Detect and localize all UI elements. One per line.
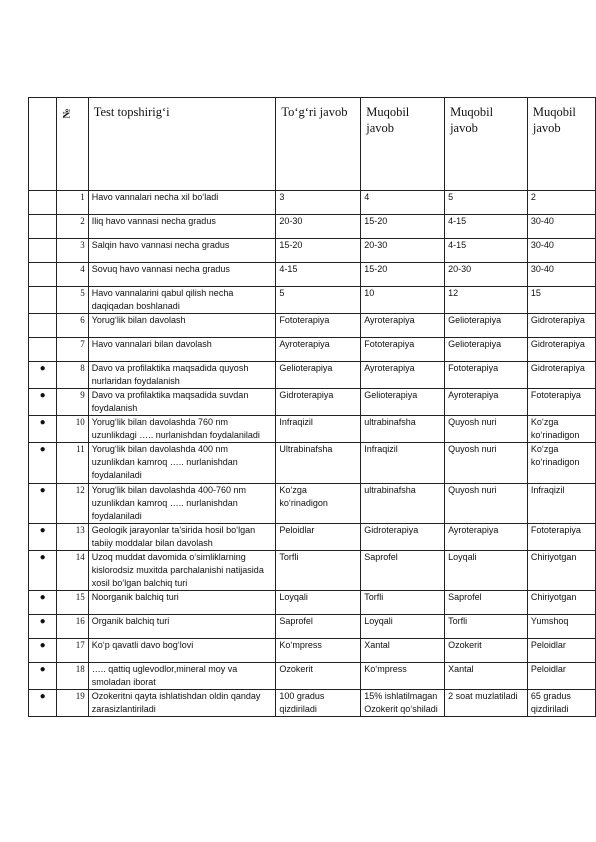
- row-alternative-3: Gidroterapiya: [527, 314, 595, 338]
- table-row: [29, 314, 596, 338]
- row-bullet: ●: [29, 443, 57, 483]
- row-correct-answer: Gidroterapiya: [276, 389, 361, 416]
- row-question: Organik balchiq turi: [88, 614, 276, 638]
- row-correct-answer: 4-15: [276, 263, 361, 287]
- row-number: 19: [57, 689, 88, 716]
- row-alternative-2: Xantal: [445, 662, 528, 689]
- row-alternative-1: Ayroterapiya: [361, 362, 445, 389]
- table-row: [29, 263, 596, 287]
- row-alternative-1: Ayroterapiya: [361, 314, 445, 338]
- table-row: [29, 416, 596, 443]
- table-row: [29, 287, 596, 314]
- row-alternative-3: Peloidlar: [527, 662, 595, 689]
- row-bullet: ●: [29, 614, 57, 638]
- table-row: [29, 215, 596, 239]
- table-row: [29, 689, 596, 716]
- row-number: 1: [57, 191, 88, 215]
- table-row: [29, 523, 596, 550]
- row-alternative-3: Fototerapiya: [527, 389, 595, 416]
- row-alternative-1: 15-20: [361, 215, 445, 239]
- row-alternative-1: Gelioterapiya: [361, 389, 445, 416]
- row-alternative-3: Fototerapiya: [527, 523, 595, 550]
- row-alternative-2: Gelioterapiya: [445, 314, 528, 338]
- row-bullet: [29, 263, 57, 287]
- row-alternative-1: Torfli: [361, 590, 445, 614]
- row-number: 9: [57, 389, 88, 416]
- row-alternative-2: Gelioterapiya: [445, 338, 528, 362]
- row-bullet: ●: [29, 416, 57, 443]
- table-row: [29, 389, 596, 416]
- row-alternative-3: Gidroterapiya: [527, 362, 595, 389]
- row-alternative-3: Chiriyotgan: [527, 590, 595, 614]
- row-alternative-1: 15-20: [361, 263, 445, 287]
- row-question: Ozokeritni qayta ishlatishdan oldin qanday zarasizlantiriladi: [88, 689, 276, 716]
- row-alternative-2: Ozokerit: [445, 638, 528, 662]
- row-alternative-1: 20-30: [361, 239, 445, 263]
- row-question: Davo va profilaktika maqsadida quyosh nurlaridan foydalanish: [88, 362, 276, 389]
- row-number: 18: [57, 662, 88, 689]
- row-alternative-2: Ayroterapiya: [445, 523, 528, 550]
- row-number: 16: [57, 614, 88, 638]
- row-correct-answer: Ayroterapiya: [276, 338, 361, 362]
- row-number: 15: [57, 590, 88, 614]
- row-bullet: [29, 215, 57, 239]
- row-alternative-1: Gidroterapiya: [361, 523, 445, 550]
- row-alternative-3: 30-40: [527, 215, 595, 239]
- row-alternative-1: 4: [361, 191, 445, 215]
- row-alternative-2: Quyosh nuri: [445, 416, 528, 443]
- row-correct-answer: Gelioterapiya: [276, 362, 361, 389]
- row-bullet: ●: [29, 689, 57, 716]
- row-correct-answer: 20-30: [276, 215, 361, 239]
- row-alternative-2: 5: [445, 191, 528, 215]
- row-question: Yorug‘lik bilan davolashda 400-760 nm uzunlikdan kamroq ….. nurlanishdan foydalaniladi: [88, 483, 276, 523]
- header-bullet-cell: [29, 98, 57, 191]
- row-number: 11: [57, 443, 88, 483]
- row-question: Yorug‘lik bilan davolash: [88, 314, 276, 338]
- row-number: 4: [57, 263, 88, 287]
- row-bullet: ●: [29, 550, 57, 590]
- header-alternative-1: Muqobil javob: [361, 98, 445, 191]
- row-number: 14: [57, 550, 88, 590]
- row-question: Geologik jarayonlar ta’sirida hosil bo‘lgan tabiiy moddalar bilan davolash: [88, 523, 276, 550]
- row-question: Havo vannalarini qabul qilish necha daqiqadan boshlanadi: [88, 287, 276, 314]
- header-number: [57, 98, 88, 191]
- row-alternative-3: 15: [527, 287, 595, 314]
- row-bullet: ●: [29, 590, 57, 614]
- row-question: Iliq havo vannasi necha gradus: [88, 215, 276, 239]
- row-bullet: [29, 338, 57, 362]
- row-number: 2: [57, 215, 88, 239]
- row-correct-answer: Infraqizil: [276, 416, 361, 443]
- table-row: [29, 338, 596, 362]
- row-alternative-3: Yumshoq: [527, 614, 595, 638]
- row-alternative-1: 10: [361, 287, 445, 314]
- row-alternative-1: Ko‘mpress: [361, 662, 445, 689]
- row-correct-answer: Ozokerit: [276, 662, 361, 689]
- row-alternative-3: Chiriyotgan: [527, 550, 595, 590]
- row-alternative-2: 20-30: [445, 263, 528, 287]
- row-correct-answer: Fototerapiya: [276, 314, 361, 338]
- row-correct-answer: 100 gradus qizdiriladi: [276, 689, 361, 716]
- table-row: [29, 191, 596, 215]
- row-alternative-2: Ayroterapiya: [445, 389, 528, 416]
- row-correct-answer: Peloidlar: [276, 523, 361, 550]
- row-correct-answer: Ultrabinafsha: [276, 443, 361, 483]
- header-row: [29, 98, 596, 191]
- table-row: [29, 483, 596, 523]
- header-alternative-3: Muqobil javob: [527, 98, 595, 191]
- row-bullet: ●: [29, 523, 57, 550]
- header-alternative-2: Muqobil javob: [445, 98, 528, 191]
- row-question: Havo vannalari bilan davolash: [88, 338, 276, 362]
- header-task: Test topshirig‘i: [88, 98, 276, 191]
- table-body: [29, 191, 596, 717]
- header-number-label: №: [61, 108, 73, 119]
- row-number: 10: [57, 416, 88, 443]
- row-question: Sovuq havo vannasi necha gradus: [88, 263, 276, 287]
- row-alternative-2: Saprofel: [445, 590, 528, 614]
- table-row: [29, 590, 596, 614]
- row-alternative-2: 12: [445, 287, 528, 314]
- row-question: Yorug‘lik bilan davolashda 400 nm uzunlikdan kamroq ….. nurlanishdan foydalaniladi: [88, 443, 276, 483]
- row-correct-answer: Loyqali: [276, 590, 361, 614]
- test-table: [28, 97, 596, 717]
- row-alternative-1: Loyqali: [361, 614, 445, 638]
- row-alternative-2: Fototerapiya: [445, 362, 528, 389]
- row-number: 8: [57, 362, 88, 389]
- row-bullet: ●: [29, 389, 57, 416]
- row-bullet: ●: [29, 362, 57, 389]
- row-bullet: ●: [29, 662, 57, 689]
- row-alternative-3: 30-40: [527, 263, 595, 287]
- row-alternative-3: Infraqizil: [527, 483, 595, 523]
- row-alternative-2: Quyosh nuri: [445, 443, 528, 483]
- row-correct-answer: Torfli: [276, 550, 361, 590]
- row-alternative-1: 15% ishlatilmagan Ozokerit qo‘shiladi: [361, 689, 445, 716]
- row-number: 5: [57, 287, 88, 314]
- row-correct-answer: 15-20: [276, 239, 361, 263]
- row-alternative-3: 65 gradus qizdiriladi: [527, 689, 595, 716]
- table-row: [29, 550, 596, 590]
- row-alternative-3: 30-40: [527, 239, 595, 263]
- table-row: [29, 614, 596, 638]
- row-question: Davo va profilaktika maqsadida suvdan foydalanish: [88, 389, 276, 416]
- row-alternative-1: Infraqizil: [361, 443, 445, 483]
- row-alternative-2: 4-15: [445, 239, 528, 263]
- row-alternative-3: Ko‘zga ko‘rinadigon: [527, 443, 595, 483]
- row-bullet: ●: [29, 483, 57, 523]
- row-alternative-3: Ko‘zga ko‘rinadigon: [527, 416, 595, 443]
- row-correct-answer: 3: [276, 191, 361, 215]
- row-correct-answer: Ko‘mpress: [276, 638, 361, 662]
- row-bullet: [29, 239, 57, 263]
- row-alternative-1: Xantal: [361, 638, 445, 662]
- table-row: [29, 662, 596, 689]
- row-question: Uzoq muddat davomida o‘simliklarning kislorodsiz muxitda parchalanishi natijasida xosil bo‘lgan balchiq turi: [88, 550, 276, 590]
- row-alternative-3: Gidroterapiya: [527, 338, 595, 362]
- row-alternative-1: ultrabinafsha: [361, 416, 445, 443]
- table-row: [29, 362, 596, 389]
- row-question: Yorug‘lik bilan davolashda 760 nm uzunlikdagi ….. nurlanishdan foydalaniladi: [88, 416, 276, 443]
- row-bullet: [29, 191, 57, 215]
- row-bullet: [29, 314, 57, 338]
- row-number: 12: [57, 483, 88, 523]
- row-question: Salqin havo vannasi necha gradus: [88, 239, 276, 263]
- row-number: 7: [57, 338, 88, 362]
- row-alternative-2: 4-15: [445, 215, 528, 239]
- row-alternative-1: Saprofel: [361, 550, 445, 590]
- row-alternative-3: 2: [527, 191, 595, 215]
- row-alternative-2: 2 soat muzlatiladi: [445, 689, 528, 716]
- row-number: 3: [57, 239, 88, 263]
- row-number: 13: [57, 523, 88, 550]
- row-correct-answer: Saprofel: [276, 614, 361, 638]
- row-bullet: ●: [29, 638, 57, 662]
- row-alternative-2: Loyqali: [445, 550, 528, 590]
- row-alternative-1: Fototerapiya: [361, 338, 445, 362]
- table-row: [29, 638, 596, 662]
- row-alternative-1: ultrabinafsha: [361, 483, 445, 523]
- row-question: ….. qattiq uglevodlor,mineral moy va smoladan iborat: [88, 662, 276, 689]
- row-number: 17: [57, 638, 88, 662]
- row-correct-answer: 5: [276, 287, 361, 314]
- header-correct-answer: To‘g‘ri javob: [276, 98, 361, 191]
- table-row: [29, 239, 596, 263]
- row-number: 6: [57, 314, 88, 338]
- row-correct-answer: Ko‘zga ko‘rinadigon: [276, 483, 361, 523]
- row-bullet: [29, 287, 57, 314]
- row-alternative-2: Quyosh nuri: [445, 483, 528, 523]
- row-question: Havo vannalari necha xil bo‘ladi: [88, 191, 276, 215]
- row-alternative-3: Peloidlar: [527, 638, 595, 662]
- table-row: [29, 443, 596, 483]
- row-alternative-2: Torfli: [445, 614, 528, 638]
- row-question: Noorganik balchiq turi: [88, 590, 276, 614]
- row-question: Ko‘p qavatli davo bog‘lovi: [88, 638, 276, 662]
